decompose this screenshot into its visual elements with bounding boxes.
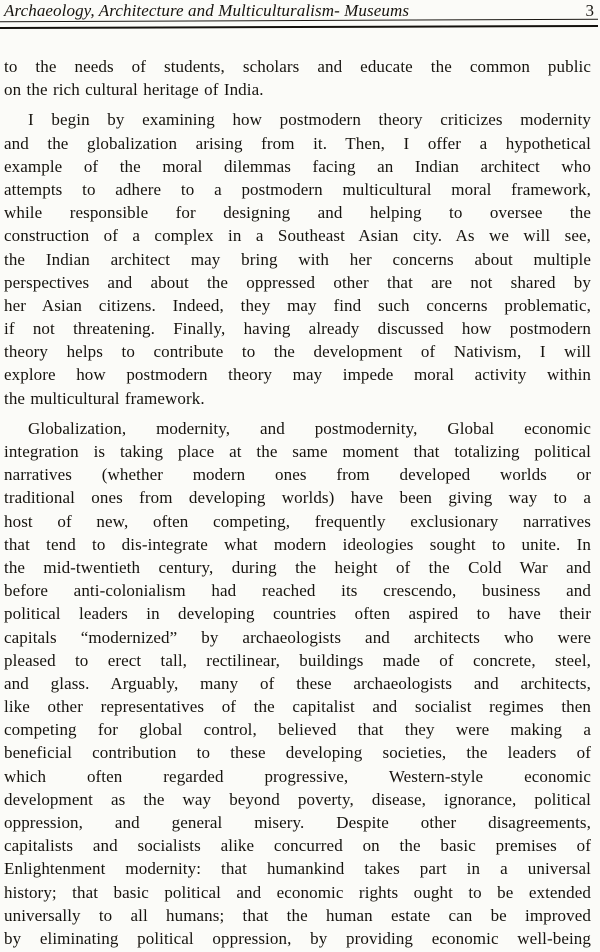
paragraph [4,55,591,101]
paragraph [4,108,591,409]
header-rule-thick [0,25,598,29]
text-line: and the globalization arising from it. Then, I offer a hypothetical [4,133,591,153]
text-line: history; that basic political and economic rights ought to be extended [4,882,591,902]
text-line: beneficial contribution to these developing societies, the leaders of [4,743,591,763]
text-line: example of the moral dilemmas facing an Indian architect who [4,156,591,176]
text-line: the mid-twentieth century, during the height of the Cold War and [4,557,591,577]
text-line: if not threatening. Finally, having already discussed how postmodern [4,319,591,339]
text-line: capitals “modernized” by archaeologists and architects who were [4,627,591,647]
text-line: the Indian architect may bring with her concerns about multiple [4,249,591,269]
text-line: integration is taking place at the same moment that totalizing political [4,442,591,461]
text-line: competing for global control, believed that they were making a [4,720,591,740]
text-line: theory helps to contribute to the development of Nativism, I will [4,342,591,362]
text-line: development as the way beyond poverty, disease, ignorance, political [4,789,591,809]
text-line: like other representatives of the capitalist and socialist regimes then [4,697,591,717]
text-line: her Asian citizens. Indeed, they may find such concerns problematic, [4,295,591,315]
page-body [0,55,600,950]
text-line: I begin by examining how postmodern theory criticizes modernity [28,110,591,130]
text-line: perspectives and about the oppressed other that are not shared by [4,272,591,292]
running-header-title: Archaeology, Architecture and Multiculturalism- Museums [4,1,410,20]
text-line: which often regarded progressive, Western-style economic [4,766,591,786]
text-line: political leaders in developing countries often aspired to have their [4,604,591,624]
text-line: traditional ones from developing worlds) have been giving way to a [4,488,591,508]
paragraph [4,417,591,950]
page-number: 3 [585,1,594,20]
text-line: to the needs of students, scholars and educate the common public [4,57,591,76]
text-line: oppression, and general misery. Despite other disagreements, [4,813,591,832]
text-line: pleased to erect tall, rectilinear, buildings made of concrete, steel, [4,650,591,670]
text-line: the multicultural framework. [4,388,205,408]
text-line: while responsible for designing and helping to oversee the [4,203,591,223]
text-line: host of new, often competing, frequently exclusionary narratives [4,511,591,531]
text-line: narratives (whether modern ones from developed worlds or [4,465,591,485]
text-line: on the rich cultural heritage of India. [4,80,264,100]
text-line: and glass. Arguably, many of these archaeologists and architects, [4,673,591,693]
text-line: Globalization, modernity, and postmodernity, Global economic [28,418,591,438]
text-line: by eliminating political oppression, by providing economic well-being [4,928,591,948]
text-line: capitalists and socialists alike concurred on the basic premises of [4,836,591,856]
text-line: before anti-colonialism had reached its crescendo, business and [4,581,591,601]
text-line: that tend to dis-integrate what modern ideologies sought to unite. In [4,534,591,554]
text-line: universally to all humans; that the human estate can be improved [4,905,591,925]
text-line: construction of a complex in a Southeast Asian city. As we will see, [4,226,591,246]
running-header [0,3,600,19]
text-line: attempts to adhere to a postmodern multicultural moral framework, [4,179,591,199]
text-line: explore how postmodern theory may impede moral activity within [4,365,591,385]
text-line: Enlightenment modernity: that humankind takes part in a universal [4,859,591,879]
